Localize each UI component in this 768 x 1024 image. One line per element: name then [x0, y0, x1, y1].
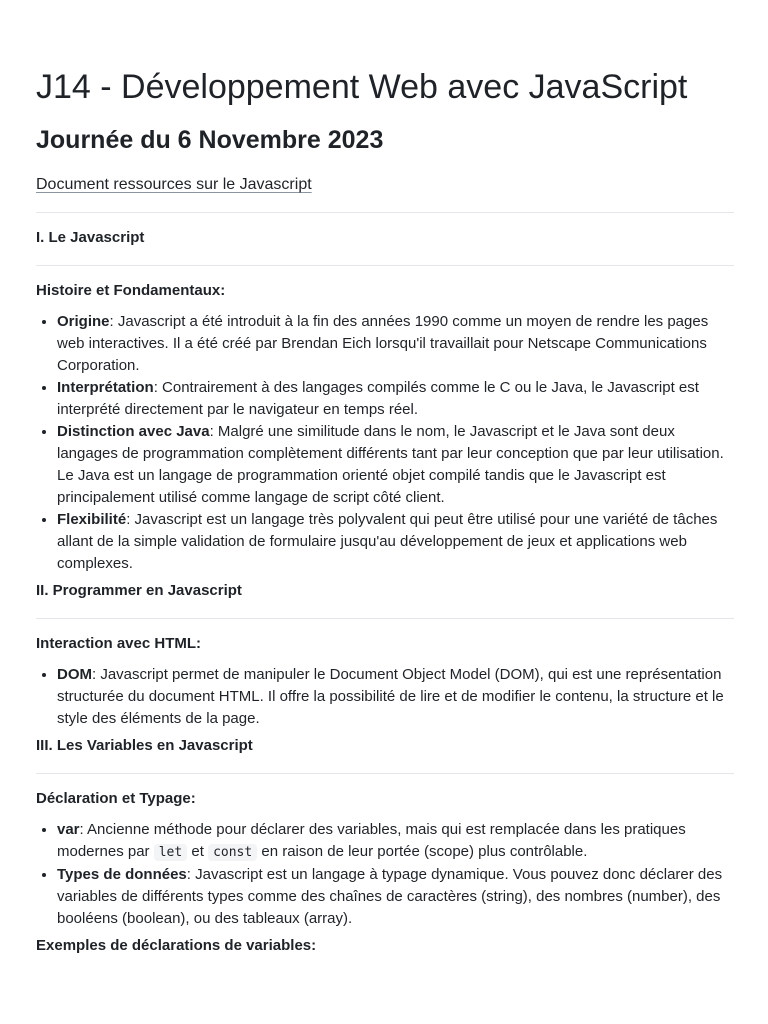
list-item: [57, 377, 734, 421]
bullet-list-html: [36, 664, 734, 730]
page-subtitle: Journée du 6 Novembre 2023: [36, 126, 384, 154]
list-item: [57, 421, 734, 509]
section-subtitle-1: Histoire et Fondamentaux:: [36, 282, 226, 299]
list-item: [57, 819, 734, 864]
inline-code-const: const: [208, 844, 257, 861]
item-term: Origine: [57, 313, 110, 330]
examples-title: Exemples de déclarations de variables:: [36, 937, 317, 954]
section-subtitle-2: Interaction avec HTML:: [36, 635, 202, 652]
section-title-3: III. Les Variables en Javascript: [36, 737, 253, 754]
section-title-2: II. Programmer en Javascript: [36, 582, 242, 599]
section-subtitle-3: Déclaration et Typage:: [36, 790, 196, 807]
divider: [36, 618, 734, 619]
item-term: var: [57, 821, 80, 838]
item-term: Distinction avec Java: [57, 423, 210, 440]
item-text: en raison de leur portée (scope) plus contrôlable.: [257, 843, 588, 860]
item-term: Flexibilité: [57, 511, 127, 528]
list-item: [57, 509, 734, 575]
item-term: Types de données: [57, 866, 187, 883]
bullet-list-variables: [36, 819, 734, 930]
divider: [36, 212, 734, 213]
item-text: : Javascript est un langage très polyvalent qui peut être utilisé pour une variété de tâches allant de la simple validation de formulaire jusqu'au développement de jeux et applications web complexes.: [57, 511, 718, 572]
divider: [36, 265, 734, 266]
item-text: : Contrairement à des langages compilés comme le C ou le Java, le Javascript est interprété directement par le navigateur en temps réel.: [57, 379, 699, 418]
item-term: Interprétation: [57, 379, 154, 396]
list-item: [57, 311, 734, 377]
resource-document-link[interactable]: Document ressources sur le Javascript: [36, 176, 312, 193]
item-text: et: [187, 843, 209, 860]
bullet-list-history: [36, 311, 734, 575]
inline-code-let: let: [154, 844, 187, 861]
item-term: DOM: [57, 666, 92, 683]
page-title: J14 - Développement Web avec JavaScript: [36, 68, 688, 106]
item-text: : Javascript est un langage à typage dynamique. Vous pouvez donc déclarer des variables de différents types comme des chaînes de caractères (string), des nombres (number), des booléens (boolean), ou des tableaux (array).: [57, 866, 723, 927]
item-text: : Javascript permet de manipuler le Document Object Model (DOM), qui est une représentation structurée du document HTML. Il offre la possibilité de lire et de modifier le contenu, la structure et le style des éléments de la page.: [57, 666, 724, 727]
divider: [36, 773, 734, 774]
list-item: [57, 864, 734, 930]
item-text: : Ancienne méthode pour déclarer des variables, mais qui est remplacée dans les pratiques modernes par: [57, 821, 686, 860]
section-title-1: I. Le Javascript: [36, 229, 145, 246]
item-text: : Javascript a été introduit à la fin des années 1990 comme un moyen de rendre les pages web interactives. Il a été créé par Brendan Eich lorsqu'il travaillait pour Netscape Communications Corporation.: [57, 313, 709, 374]
item-text: : Malgré une similitude dans le nom, le Javascript et le Java sont deux langages de programmation complètement différents tant par leur conception que par leur utilisation. Le Java est un langage de programmation orienté objet compilé tandis que le Javascript est principalement utilisé comme langage de script côté client.: [57, 423, 724, 506]
list-item: [57, 664, 734, 730]
